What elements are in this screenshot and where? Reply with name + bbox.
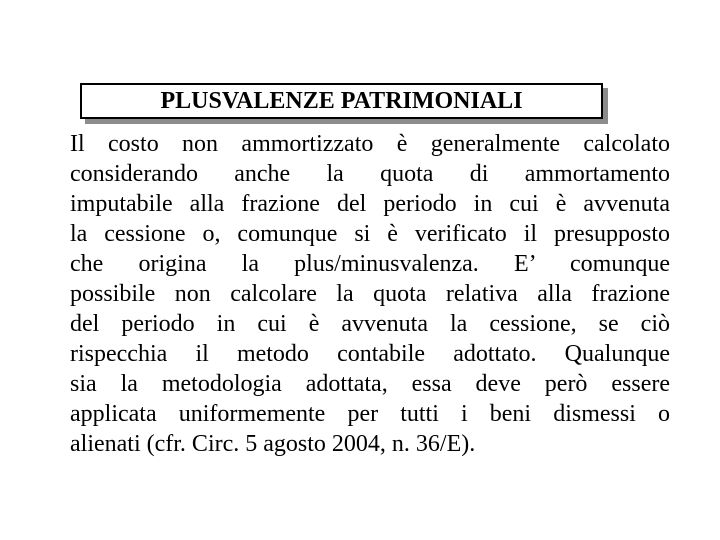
body-line: alienati (cfr. Circ. 5 agosto 2004, n. 36/E). <box>70 431 476 457</box>
slide-title: PLUSVALENZE PATRIMONIALI <box>160 88 523 114</box>
body-line: del periodo in cui è avvenuta la cessione, se ciò <box>70 311 670 337</box>
body-line: Il costo non ammortizzato è generalmente calcolato <box>70 131 670 157</box>
body-line: sia la metodologia adottata, essa deve però essere <box>70 371 670 397</box>
body-line: la cessione o, comunque si è verificato il presupposto <box>70 221 670 247</box>
body-line: rispecchia il metodo contabile adottato. Qualunque <box>70 341 670 367</box>
title-box <box>80 83 603 119</box>
body-line: possibile non calcolare la quota relativa alla frazione <box>70 281 670 307</box>
body-line: che origina la plus/minusvalenza. E’ comunque <box>70 251 670 277</box>
body-line: considerando anche la quota di ammortamento <box>70 161 670 187</box>
body-line: imputabile alla frazione del periodo in cui è avvenuta <box>70 191 670 217</box>
body-line: applicata uniformemente per tutti i beni dismessi o <box>70 401 670 427</box>
body-paragraph <box>70 129 670 459</box>
